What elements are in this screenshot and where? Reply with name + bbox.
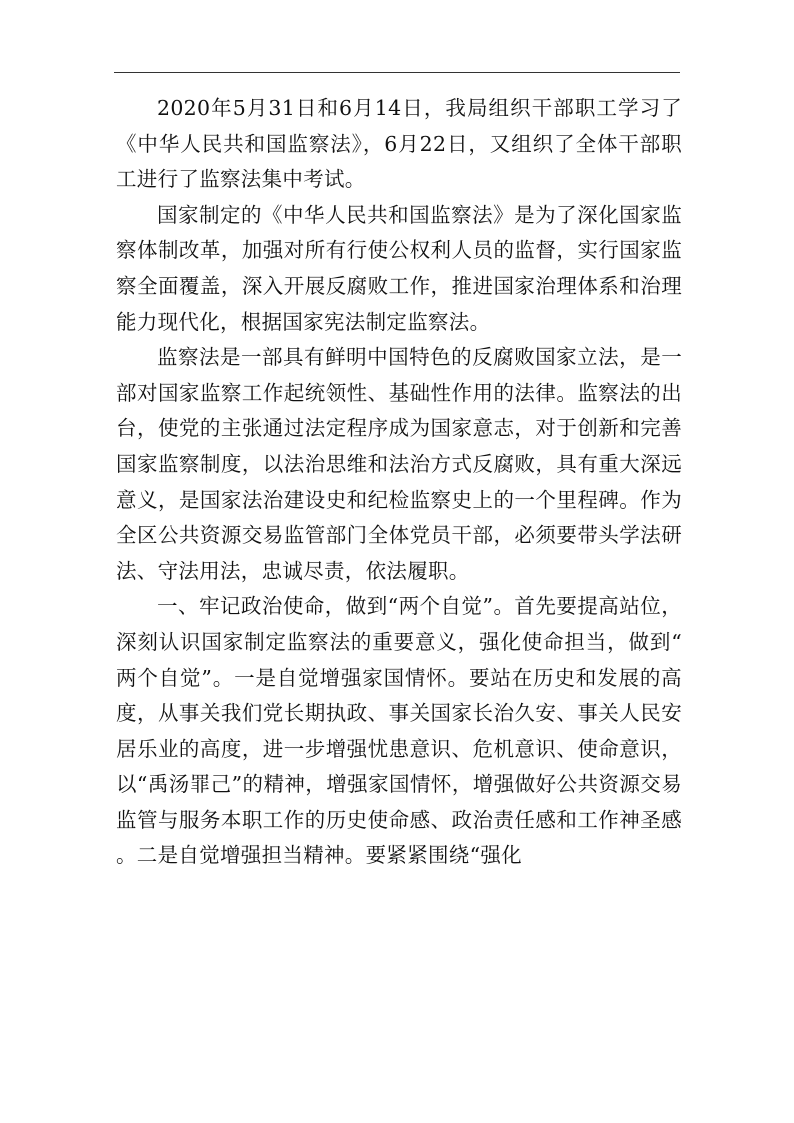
paragraph-4: 一、牢记政治使命，做到“两个自觉”。首先要提高站位，深刻认识国家制定监察法的重要意义，强化使命担当，做到“两个自觉”。一是自觉增强家国情怀。要站在历史和发展的高度，从事关我们党长期执政、事关国家长治久安、事关人民安居乐业的高度，进一步增强忧患意识、危机意识、使命意识，以“禹汤罪己”的精神，增强家国情怀，增强做好公共资源交易监管与服务本职工作的历史使命感、政治责任感和工作神圣感。二是自觉增强担当精神。要紧紧围绕“强化 [116, 594, 682, 868]
paragraph-2: 国家制定的《中华人民共和国监察法》是为了深化国家监察体制改革，加强对所有行使公权利人员的监督，实行国家监察全面覆盖，深入开展反腐败工作，推进国家治理体系和治理能力现代化，根据国家宪法制定监察法。 [116, 202, 682, 334]
header-rule [114, 72, 680, 73]
document-body [116, 91, 682, 874]
paragraph-3: 监察法是一部具有鲜明中国特色的反腐败国家立法，是一部对国家监察工作起统领性、基础性作用的法律。监察法的出台，使党的主张通过法定程序成为国家意志，对于创新和完善国家监察制度，以法治思维和法治方式反腐败，具有重大深远意义，是国家法治建设史和纪检监察史上的一个里程碑。作为全区公共资源交易监管部门全体党员干部，必须要带头学法研法、守法用法，忠诚尽责，依法履职。 [116, 345, 682, 583]
paragraph-1: 2020年5月31日和6月14日，我局组织干部职工学习了《中华人民共和国监察法》，6月22日，又组织了全体干部职工进行了监察法集中考试。 [116, 96, 682, 192]
